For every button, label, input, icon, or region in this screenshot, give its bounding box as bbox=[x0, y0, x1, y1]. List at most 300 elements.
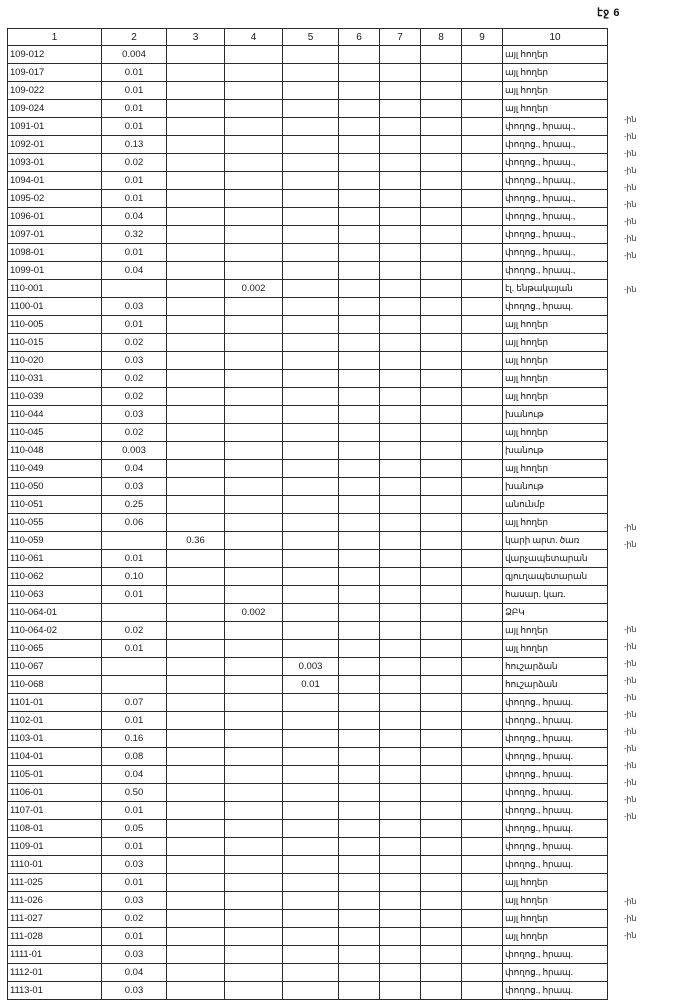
cell-col8 bbox=[421, 118, 462, 136]
table-row bbox=[8, 676, 608, 694]
cell-parcel-code: 110-055 bbox=[8, 514, 102, 532]
column-header-1: 1 bbox=[8, 29, 102, 46]
cell-col9 bbox=[462, 406, 503, 424]
table-row bbox=[8, 460, 608, 478]
cell-col7 bbox=[380, 64, 421, 82]
table-row bbox=[8, 892, 608, 910]
cell-col9 bbox=[462, 100, 503, 118]
cell-col3 bbox=[167, 514, 225, 532]
cell-col4 bbox=[225, 208, 283, 226]
cell-col9 bbox=[462, 190, 503, 208]
cell-parcel-code: 110-068 bbox=[8, 676, 102, 694]
cell-col9 bbox=[462, 478, 503, 496]
table-row bbox=[8, 820, 608, 838]
margin-note: -ին bbox=[624, 897, 637, 906]
cell-col9 bbox=[462, 514, 503, 532]
cell-parcel-code: 110-063 bbox=[8, 586, 102, 604]
cell-col2: 0.06 bbox=[102, 514, 167, 532]
cell-col4 bbox=[225, 262, 283, 280]
cell-land-use-description: խանութ bbox=[503, 442, 608, 460]
cell-col5 bbox=[283, 442, 339, 460]
cell-land-use-description: կարի արտ. ծառ bbox=[503, 532, 608, 550]
cell-col3 bbox=[167, 982, 225, 1000]
table-row bbox=[8, 388, 608, 406]
table-row bbox=[8, 496, 608, 514]
cell-parcel-code: 1107-01 bbox=[8, 802, 102, 820]
cell-col3: 0.36 bbox=[167, 532, 225, 550]
cell-parcel-code: 1111-01 bbox=[8, 946, 102, 964]
table-row bbox=[8, 712, 608, 730]
table-row bbox=[8, 568, 608, 586]
cell-col4 bbox=[225, 244, 283, 262]
margin-note: -ին bbox=[624, 149, 637, 158]
cell-land-use-description: փողոց., հրապ., bbox=[503, 118, 608, 136]
cell-col8 bbox=[421, 784, 462, 802]
cell-col7 bbox=[380, 118, 421, 136]
cell-parcel-code: 111-027 bbox=[8, 910, 102, 928]
table-row bbox=[8, 352, 608, 370]
cell-col3 bbox=[167, 730, 225, 748]
cell-land-use-description: այլ հողեր bbox=[503, 910, 608, 928]
cell-col6 bbox=[339, 190, 380, 208]
cell-col6 bbox=[339, 874, 380, 892]
cell-col8 bbox=[421, 136, 462, 154]
cell-col7 bbox=[380, 370, 421, 388]
cell-land-use-description: փողոց., հրապ., bbox=[503, 244, 608, 262]
cell-col2: 0.01 bbox=[102, 64, 167, 82]
cell-col8 bbox=[421, 460, 462, 478]
cell-col6 bbox=[339, 982, 380, 1000]
cell-col3 bbox=[167, 820, 225, 838]
cell-col4 bbox=[225, 442, 283, 460]
cell-parcel-code: 1105-01 bbox=[8, 766, 102, 784]
cell-col8 bbox=[421, 208, 462, 226]
cell-col2: 0.01 bbox=[102, 874, 167, 892]
cell-land-use-description: խանութ bbox=[503, 406, 608, 424]
table-row bbox=[8, 424, 608, 442]
cell-col3 bbox=[167, 406, 225, 424]
cell-col5 bbox=[283, 298, 339, 316]
cell-land-use-description: այլ հողեր bbox=[503, 100, 608, 118]
cell-col8 bbox=[421, 658, 462, 676]
cell-parcel-code: 110-020 bbox=[8, 352, 102, 370]
cell-col4 bbox=[225, 838, 283, 856]
cell-col6 bbox=[339, 766, 380, 784]
cell-col3 bbox=[167, 928, 225, 946]
cell-parcel-code: 1101-01 bbox=[8, 694, 102, 712]
cell-col9 bbox=[462, 856, 503, 874]
table-row bbox=[8, 856, 608, 874]
cell-col2: 0.02 bbox=[102, 424, 167, 442]
cell-col5 bbox=[283, 424, 339, 442]
cell-col6 bbox=[339, 568, 380, 586]
cell-col4 bbox=[225, 514, 283, 532]
cell-col6 bbox=[339, 910, 380, 928]
table-header-row bbox=[8, 29, 608, 46]
cell-col9 bbox=[462, 568, 503, 586]
cell-land-use-description: այլ հողեր bbox=[503, 370, 608, 388]
cell-col2: 0.04 bbox=[102, 460, 167, 478]
cell-col4 bbox=[225, 496, 283, 514]
cell-col7 bbox=[380, 172, 421, 190]
cell-col3 bbox=[167, 154, 225, 172]
cell-col8 bbox=[421, 802, 462, 820]
cell-col2: 0.02 bbox=[102, 388, 167, 406]
cell-col5 bbox=[283, 748, 339, 766]
cell-land-use-description: փողոց., հրապ. bbox=[503, 946, 608, 964]
margin-note: -ին bbox=[624, 659, 637, 668]
cell-col5 bbox=[283, 406, 339, 424]
table-row bbox=[8, 838, 608, 856]
cell-col5 bbox=[283, 964, 339, 982]
cell-land-use-description: այլ հողեր bbox=[503, 334, 608, 352]
cell-parcel-code: 1106-01 bbox=[8, 784, 102, 802]
cell-col2 bbox=[102, 604, 167, 622]
cell-land-use-description: փողոց., հրապ. bbox=[503, 838, 608, 856]
cell-col3 bbox=[167, 82, 225, 100]
cell-col7 bbox=[380, 280, 421, 298]
cell-col2: 0.004 bbox=[102, 46, 167, 64]
table-row bbox=[8, 208, 608, 226]
cell-col4 bbox=[225, 910, 283, 928]
cell-col3 bbox=[167, 676, 225, 694]
margin-note: -ին bbox=[624, 693, 637, 702]
cell-land-use-description: փողոց., հրապ., bbox=[503, 190, 608, 208]
cell-col7 bbox=[380, 784, 421, 802]
cell-col8 bbox=[421, 604, 462, 622]
table-row bbox=[8, 730, 608, 748]
cell-col3 bbox=[167, 352, 225, 370]
cell-col6 bbox=[339, 514, 380, 532]
cell-col8 bbox=[421, 838, 462, 856]
cell-col9 bbox=[462, 748, 503, 766]
cell-col8 bbox=[421, 910, 462, 928]
margin-note: -ին bbox=[624, 200, 637, 209]
cell-col9 bbox=[462, 442, 503, 460]
cell-col6 bbox=[339, 262, 380, 280]
table-row bbox=[8, 766, 608, 784]
cell-col7 bbox=[380, 100, 421, 118]
cell-col7 bbox=[380, 352, 421, 370]
cell-col3 bbox=[167, 766, 225, 784]
cell-col9 bbox=[462, 316, 503, 334]
table-row bbox=[8, 586, 608, 604]
cell-col2: 0.03 bbox=[102, 946, 167, 964]
cell-col5: 0.01 bbox=[283, 676, 339, 694]
cell-col6 bbox=[339, 928, 380, 946]
cell-col8 bbox=[421, 640, 462, 658]
cell-col6 bbox=[339, 280, 380, 298]
cell-col8 bbox=[421, 406, 462, 424]
cell-col9 bbox=[462, 46, 503, 64]
cell-land-use-description: փողոց., հրապ., bbox=[503, 154, 608, 172]
cell-col4 bbox=[225, 406, 283, 424]
cell-col4 bbox=[225, 370, 283, 388]
cell-parcel-code: 1112-01 bbox=[8, 964, 102, 982]
cell-col4 bbox=[225, 460, 283, 478]
cell-col2: 0.003 bbox=[102, 442, 167, 460]
cell-parcel-code: 109-024 bbox=[8, 100, 102, 118]
cell-land-use-description: այլ հողեր bbox=[503, 622, 608, 640]
margin-note: -ին bbox=[624, 132, 637, 141]
cell-parcel-code: 1108-01 bbox=[8, 820, 102, 838]
cell-land-use-description: այլ հողեր bbox=[503, 514, 608, 532]
cell-col7 bbox=[380, 460, 421, 478]
cell-col7 bbox=[380, 802, 421, 820]
cell-land-use-description: փողոց., հրապ. bbox=[503, 964, 608, 982]
cell-col5 bbox=[283, 514, 339, 532]
cell-col8 bbox=[421, 352, 462, 370]
cell-col9 bbox=[462, 838, 503, 856]
cell-col5 bbox=[283, 100, 339, 118]
table-row bbox=[8, 550, 608, 568]
cell-col7 bbox=[380, 874, 421, 892]
cell-parcel-code: 110-050 bbox=[8, 478, 102, 496]
margin-note: -ին bbox=[624, 625, 637, 634]
cell-col6 bbox=[339, 136, 380, 154]
cell-col9 bbox=[462, 118, 503, 136]
cell-col9 bbox=[462, 172, 503, 190]
cell-col6 bbox=[339, 532, 380, 550]
cell-col9 bbox=[462, 676, 503, 694]
cell-col2 bbox=[102, 280, 167, 298]
cell-col5 bbox=[283, 586, 339, 604]
cell-col6 bbox=[339, 946, 380, 964]
table-row bbox=[8, 118, 608, 136]
table-row bbox=[8, 694, 608, 712]
cell-land-use-description: այլ հողեր bbox=[503, 874, 608, 892]
table-row bbox=[8, 748, 608, 766]
table-row bbox=[8, 370, 608, 388]
cell-col8 bbox=[421, 262, 462, 280]
cell-land-use-description: փողոց., հրապ. bbox=[503, 784, 608, 802]
cell-col4 bbox=[225, 802, 283, 820]
cell-col5 bbox=[283, 532, 339, 550]
cell-col3 bbox=[167, 172, 225, 190]
cell-col6 bbox=[339, 856, 380, 874]
cell-col7 bbox=[380, 532, 421, 550]
cell-col5 bbox=[283, 550, 339, 568]
cell-col9 bbox=[462, 928, 503, 946]
cell-col7 bbox=[380, 208, 421, 226]
cell-col4 bbox=[225, 676, 283, 694]
cell-col5 bbox=[283, 226, 339, 244]
cell-col5 bbox=[283, 352, 339, 370]
cell-col7 bbox=[380, 766, 421, 784]
cell-col4 bbox=[225, 640, 283, 658]
cell-col3 bbox=[167, 388, 225, 406]
cell-col4 bbox=[225, 136, 283, 154]
cell-col7 bbox=[380, 694, 421, 712]
cell-col8 bbox=[421, 298, 462, 316]
table-row bbox=[8, 334, 608, 352]
cell-col4 bbox=[225, 694, 283, 712]
cell-col9 bbox=[462, 388, 503, 406]
table-row bbox=[8, 280, 608, 298]
column-header-6: 6 bbox=[339, 29, 380, 46]
cell-col2: 0.03 bbox=[102, 892, 167, 910]
column-header-2: 2 bbox=[102, 29, 167, 46]
cell-col4 bbox=[225, 712, 283, 730]
cell-parcel-code: 110-067 bbox=[8, 658, 102, 676]
cell-col8 bbox=[421, 172, 462, 190]
cell-col7 bbox=[380, 46, 421, 64]
cell-parcel-code: 1096-01 bbox=[8, 208, 102, 226]
cell-parcel-code: 109-022 bbox=[8, 82, 102, 100]
cell-col8 bbox=[421, 424, 462, 442]
cell-land-use-description: հուշարձան bbox=[503, 676, 608, 694]
cell-col4 bbox=[225, 118, 283, 136]
cell-col9 bbox=[462, 424, 503, 442]
margin-note: -ին bbox=[624, 676, 637, 685]
cell-col2: 0.32 bbox=[102, 226, 167, 244]
margin-note: -ին bbox=[624, 727, 637, 736]
cell-parcel-code: 109-012 bbox=[8, 46, 102, 64]
cell-col2: 0.01 bbox=[102, 244, 167, 262]
cell-col8 bbox=[421, 946, 462, 964]
cell-col4 bbox=[225, 478, 283, 496]
cell-col2: 0.02 bbox=[102, 622, 167, 640]
column-header-8: 8 bbox=[421, 29, 462, 46]
cell-col3 bbox=[167, 892, 225, 910]
cell-parcel-code: 110-045 bbox=[8, 424, 102, 442]
cell-col9 bbox=[462, 244, 503, 262]
cell-col7 bbox=[380, 478, 421, 496]
margin-note: -ին bbox=[624, 540, 637, 549]
cell-land-use-description: այլ հողեր bbox=[503, 424, 608, 442]
cell-parcel-code: 111-025 bbox=[8, 874, 102, 892]
cell-col4 bbox=[225, 874, 283, 892]
cell-col8 bbox=[421, 928, 462, 946]
cell-col7 bbox=[380, 82, 421, 100]
cell-col8 bbox=[421, 694, 462, 712]
margin-note: -ին bbox=[624, 166, 637, 175]
cell-col6 bbox=[339, 352, 380, 370]
cell-col6 bbox=[339, 442, 380, 460]
column-header-10: 10 bbox=[503, 29, 608, 46]
cell-col4 bbox=[225, 82, 283, 100]
cell-col5 bbox=[283, 856, 339, 874]
cell-col2: 0.16 bbox=[102, 730, 167, 748]
cell-parcel-code: 1091-01 bbox=[8, 118, 102, 136]
cell-col3 bbox=[167, 424, 225, 442]
cell-col9 bbox=[462, 280, 503, 298]
cell-col2: 0.04 bbox=[102, 766, 167, 784]
cell-land-use-description: հասար. կառ. bbox=[503, 586, 608, 604]
cell-parcel-code: 1099-01 bbox=[8, 262, 102, 280]
margin-note: -ին bbox=[624, 931, 637, 940]
cell-col8 bbox=[421, 874, 462, 892]
cell-col7 bbox=[380, 154, 421, 172]
cell-col7 bbox=[380, 442, 421, 460]
cell-col7 bbox=[380, 964, 421, 982]
cell-col9 bbox=[462, 712, 503, 730]
cell-col6 bbox=[339, 226, 380, 244]
cell-col5 bbox=[283, 910, 339, 928]
cell-parcel-code: 1110-01 bbox=[8, 856, 102, 874]
cell-col2: 0.03 bbox=[102, 298, 167, 316]
cell-col5 bbox=[283, 802, 339, 820]
cell-col5: 0.003 bbox=[283, 658, 339, 676]
cell-col2: 0.01 bbox=[102, 118, 167, 136]
cell-col7 bbox=[380, 262, 421, 280]
cell-col8 bbox=[421, 370, 462, 388]
cell-col6 bbox=[339, 478, 380, 496]
cell-col3 bbox=[167, 46, 225, 64]
cell-col3 bbox=[167, 586, 225, 604]
cell-land-use-description: փողոց., հրապ. bbox=[503, 748, 608, 766]
cell-col8 bbox=[421, 748, 462, 766]
cell-col5 bbox=[283, 334, 339, 352]
table-row bbox=[8, 262, 608, 280]
cell-col4 bbox=[225, 982, 283, 1000]
cell-col7 bbox=[380, 226, 421, 244]
cell-col3 bbox=[167, 226, 225, 244]
cell-col9 bbox=[462, 82, 503, 100]
cell-col2: 0.01 bbox=[102, 100, 167, 118]
cell-col4 bbox=[225, 424, 283, 442]
cell-col2: 0.04 bbox=[102, 964, 167, 982]
cell-col2: 0.25 bbox=[102, 496, 167, 514]
cell-col2: 0.01 bbox=[102, 316, 167, 334]
cell-col3 bbox=[167, 568, 225, 586]
cell-col7 bbox=[380, 136, 421, 154]
cell-col6 bbox=[339, 838, 380, 856]
cell-col9 bbox=[462, 370, 503, 388]
cell-col3 bbox=[167, 946, 225, 964]
table-row bbox=[8, 928, 608, 946]
cell-parcel-code: 1095-02 bbox=[8, 190, 102, 208]
cell-col3 bbox=[167, 136, 225, 154]
margin-note: -ին bbox=[624, 914, 637, 923]
cell-land-use-description: փողոց., հրապ. bbox=[503, 730, 608, 748]
cell-col8 bbox=[421, 712, 462, 730]
cell-col5 bbox=[283, 136, 339, 154]
cell-col9 bbox=[462, 622, 503, 640]
cell-land-use-description: այլ հողեր bbox=[503, 352, 608, 370]
table-row bbox=[8, 406, 608, 424]
cell-col5 bbox=[283, 370, 339, 388]
table-row bbox=[8, 298, 608, 316]
cell-col9 bbox=[462, 460, 503, 478]
cell-col4 bbox=[225, 550, 283, 568]
cell-col3 bbox=[167, 64, 225, 82]
cell-col4 bbox=[225, 226, 283, 244]
cell-parcel-code: 110-061 bbox=[8, 550, 102, 568]
cell-col4 bbox=[225, 190, 283, 208]
cell-col6 bbox=[339, 406, 380, 424]
cell-land-use-description: փողոց., հրապ., bbox=[503, 136, 608, 154]
cell-col7 bbox=[380, 856, 421, 874]
cell-land-use-description: այլ հողեր bbox=[503, 460, 608, 478]
cell-col8 bbox=[421, 550, 462, 568]
cell-col4 bbox=[225, 946, 283, 964]
cell-land-use-description: փողոց., հրապ., bbox=[503, 172, 608, 190]
cell-col5 bbox=[283, 784, 339, 802]
cell-col4 bbox=[225, 820, 283, 838]
cell-land-use-description: խանութ bbox=[503, 478, 608, 496]
cell-col4 bbox=[225, 352, 283, 370]
cell-col5 bbox=[283, 622, 339, 640]
cell-col6 bbox=[339, 964, 380, 982]
cell-col2: 0.03 bbox=[102, 856, 167, 874]
cell-col7 bbox=[380, 604, 421, 622]
cell-col6 bbox=[339, 100, 380, 118]
cell-col6 bbox=[339, 118, 380, 136]
margin-note: -ին bbox=[624, 217, 637, 226]
margin-note: -ին bbox=[624, 761, 637, 770]
cell-col9 bbox=[462, 532, 503, 550]
